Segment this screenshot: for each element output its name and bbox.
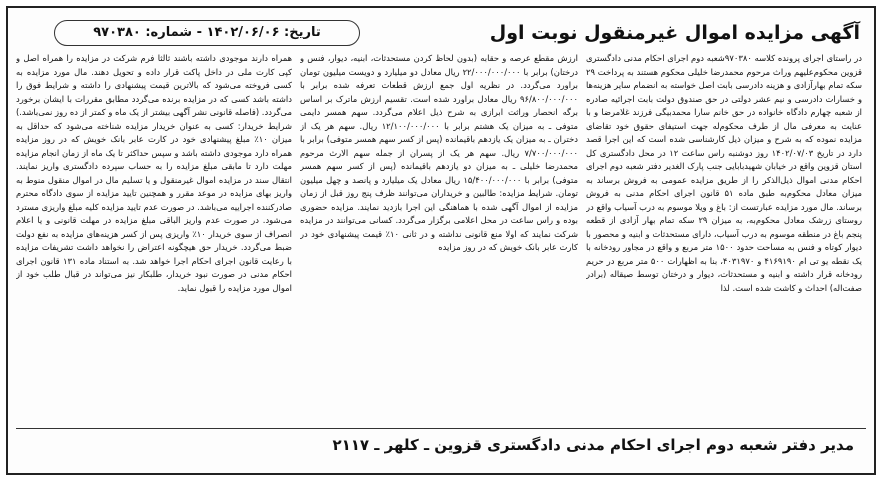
column-text: همراه دارند موجودی داشته باشند ثالثا فرم شرکت در مزایده را همراه اصل و کپی کارت ملی در داخل پاکت قرار داده و تحویل دهند. مال مورد مزایده به کسی فروخته می‌شود که بالاترین قیمت پیشنهادی را داشته و شرایط فوق را داشته باشد کسی که در مزایده برنده می‌گردد مطابق مقررات با ایشان برخورد می‌گردد. (فاصله قانونی نشر آگهی بیشتر از یک ماه و کمتر از ده روز نمی‌باشد.) شرایط خریدار: کسی به عنوان خریدار مزایده شناخته می‌شود که حداقل به میزان ۱۰٪ مبلغ پیشنهادی خود در کارت عابر بانک خویش که در روز مزایده همراه دارد موجودی داشته باشد و سپس حداکثر تا یک ماه از زمان انجام مزایده مهلت دارد تا مابقی مبلغ مزایده را به حساب سپرده دادگستری واریز نمایند. انتقال سند در مزایده اموال غیرمنقول و یا تسلیم مال در اموال منقول منوط به واریز بهای مزایده در موعد مقرر و همچنین تایید مزایده از سوی دادگاه محترم صادرکننده اجراییه می‌باشد. در صورت عدم تایید مزایده کلیه مبلغ واریزی مسترد می‌شود. در صورت عدم واریز الباقی مبلغ مزایده در مهلت قانونی و یا اعلام انصراف از سوی خریدار ۱۰٪ واریزی پس از کسر هزینه‌های مزایده به نفع دولت ضبط می‌گردد. خریدار حق هیچگونه اعتراض را نخواهد داشت تشریفات مزایده با رعایت قانون اجرای احکام اجرا خواهد شد. به استناد ماده ۱۳۱ قانون اجرای احکام مدنی در صورت نبود خریدار، طلبکار نیز می‌تواند در قبال طلب خود از اموال مورد مزایده را قبول نماید. [16,53,292,293]
notice-header [16,16,866,56]
signature-line: مدیر دفتر شعبه دوم اجرای احکام مدنی دادگستری قزوین ـ کلهر ـ ۲۱۱۷ [332,436,854,454]
column-middle [300,52,578,436]
notice-body [16,52,862,436]
column-left [16,52,292,436]
notice-frame [6,6,876,475]
column-text: ارزش مقطع عرصه و حقابه (بدون لحاظ کردن مستحدثات، ابنیه، دیوار، فنس و درختان) برابر با ۲۲/۰۰۰/۰۰۰/۰۰۰ ریال معادل دو میلیارد و دویست میلیون تومان براورد می‌گردد. در نظریه اول جمع ارزش قطعات تعرفه شده برابر با ۹۶/۸۰۰/۰۰۰/۰۰۰ ریال معادل براورد شده است. تقسیم ارزش ماترک بر اساس برگه انحصار وراثت ابرازی به شرح ذیل اعلام می‌گردد. سهم همسر دایمی متوفی ـ به میزان یک هشتم برابر با ۱۲/۱۰۰/۰۰۰/۰۰۰ ریال. سهم هر یک از دختران ـ به میزان یک یازدهم باقیمانده (پس از کسر سهم همسر متوفی) برابر با ۷/۷۰۰/۰۰۰/۰۰۰ ریال. سهم هر یک از پسران از جمله سهم الارث مرحوم محمدرضا خلیلی ـ به میزان دو یازدهم باقیمانده (پس از کسر سهم همسر متوفی) برابر با ۱۵/۴۰۰/۰۰۰/۰۰۰ ریال معادل یک میلیارد و پانصد و چهل میلیون تومان. شرایط مزایده: طالبین و خریداران می‌توانند ظرف پنج روز قبل از زمان مزایده از اموال آگهی شده با هماهنگی این اجرا بازدید نمایند. مزایده حضوری بوده و راس ساعت در محل اعلامی برگزار می‌گردد. کسانی می‌توانند در مزایده شرکت نمایند که اولا منع قانونی نداشته و در ثانی ۱۰٪ قیمت پیشنهادی خود در کارت عابر بانک خویش که در روز مزایده [300,53,578,252]
column-right [586,52,862,436]
notice-footer [16,428,866,463]
date-number-box: تاریخ: ۱۴۰۲/۰۶/۰۶ - شماره: ۹۷۰۳۸۰ [54,20,360,46]
notice-title: آگهی مزایده اموال غیرمنقول نوبت اول [489,22,860,44]
column-text: در راستای اجرای پرونده کلاسه ۹۷۰۳۸۰شعبه دوم اجرای احکام مدنی دادگستری قزوین محکوم‌علیهم وراث مرحوم محمدرضا خلیلی محکوم هستند به پرداخت ۲۹ سکه تمام بهارآزادی و هزینه دادرسی بابت اصل خواسته به انضمام سایر هزینه‌ها و خسارات دادرسی و نیم عشر دولتی در حق صندوق دولت بابت اجرائیه صادره از شعبه چهارم دادگاه خانواده در حق خانم سارا محمدبیگی فرزند غلامرضا و با عنایت به معرفی مال از طرف محکوم‌له جهت استیفای حقوق خود تقاضای مزایده نموده که به شرح و میزان ذیل کارشناسی شده است که این اجرا قصد دارد در تاریخ ۱۴۰۲/۰۷/۰۳ روز دوشنبه راس ساعت ۱۲ در محل دادگستری کل استان قزوین واقع در خیابان شهیدبابایی جنب پارک الغدیر دفتر شعبه دوم اجرای احکام مدنی اموال ذیل‌الذکر را از طریق مزایده عمومی به فروش برساند به میزان معادل محکوم‌به طبق ماده ۵۱ قانون اجرای احکام مدنی به فروش برساند. مال مورد مزایده عبارتست از: باغ و ویلا موسوم به درب آسیاب واقع در روستای زرشک معادل محکوم‌به، به میزان ۲۹ سکه تمام بهار آزادی از قطعه پنجم باغ در منطقه موسوم به درب آسیاب، دارای مستحدثات و ابنیه و محصور با دیوار کوتاه و فنس به مساحت حدود ۱۵۰۰ متر مربع و واقع در مجاور رودخانه با یک نقطه یو تی ام ۴۱۶۹۱۹۰ و ۴۰۳۱۹۷۰، بنا به اظهارات ۵۰۰ متر مربع در حریم رودخانه قرار داشته و ابنیه و مستحدثات، دیوار و درختان توسط صیقاله (برادر صفت‌اله) احداث و کاشت شده است. لذا [586,53,862,293]
